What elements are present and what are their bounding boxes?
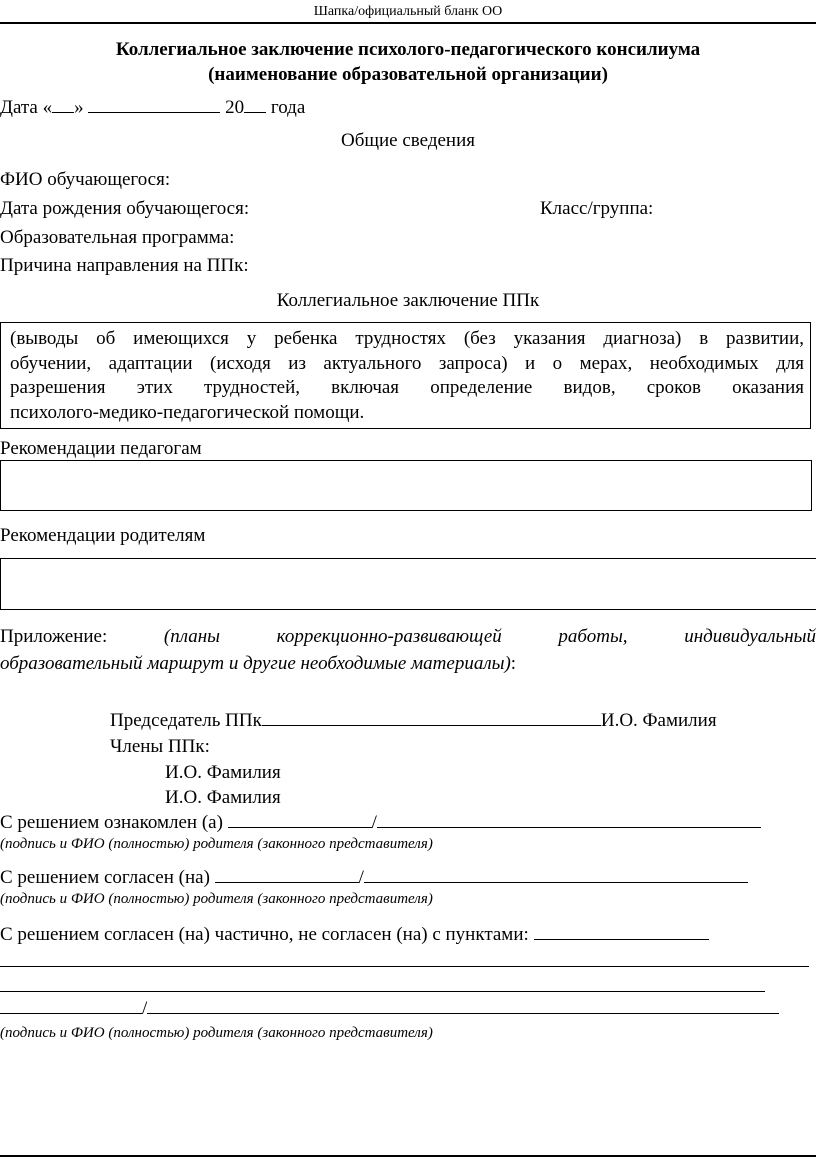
month-blank[interactable] [88, 96, 220, 113]
class-group-label: Класс/группа: [540, 198, 654, 219]
partial-line [0, 923, 709, 946]
partial-signature-line [0, 997, 779, 1020]
year-blank[interactable] [244, 96, 266, 113]
agreed-line [0, 866, 748, 889]
chair-name: И.О. Фамилия [600, 710, 717, 731]
appendix-line2 [0, 652, 516, 675]
teacher-recommendations-label: Рекомендации педагогам [0, 438, 202, 459]
appendix-line1 [0, 625, 816, 648]
agreed-label: С решением согласен (на) [0, 867, 210, 888]
acquainted-fio-blank[interactable] [377, 811, 761, 828]
member-name: И.О. Фамилия [165, 787, 281, 808]
date-year-prefix: 20 [220, 97, 245, 118]
appendix-label: Приложение: [0, 626, 108, 647]
date-line [0, 96, 305, 119]
members-label: Члены ППк: [110, 736, 210, 757]
agreed-note: (подпись и ФИО (полностью) родителя (законного представителя) [0, 891, 433, 907]
footer-rule [0, 1155, 816, 1157]
chair-signature-blank[interactable] [262, 709, 601, 726]
student-fio-label: ФИО обучающегося: [0, 169, 171, 190]
conclusion-text-line: обучении, адаптации (исходя из актуального запроса) и о мерах, необходимых для [10, 352, 804, 374]
doc-title-line2: (наименование образовательной организации) [208, 64, 608, 85]
partial-blank-line[interactable] [0, 991, 765, 992]
day-blank[interactable] [52, 96, 74, 113]
chair-label: Председатель ППк [110, 710, 262, 731]
conclusion-text-line: психолого-медико-педагогической помощи. [10, 401, 365, 423]
birth-date-label: Дата рождения обучающегося: [0, 198, 250, 219]
partial-label: С решением согласен (на) частично, не согласен (на) с пунктами: [0, 924, 529, 945]
conclusion-text-line: разрешения этих трудностей, включая определение видов, сроков оказания [10, 377, 804, 398]
partial-note: (подпись и ФИО (полностью) родителя (законного представителя) [0, 1025, 433, 1041]
acquainted-label: С решением ознакомлен (а) [0, 812, 223, 833]
appendix-colon: : [510, 653, 517, 674]
general-heading: Общие сведения [340, 130, 476, 151]
referral-reason-label: Причина направления на ППк: [0, 255, 249, 276]
appendix-note-line1: (планы коррекционно-развивающей работы, индивидуальный [163, 626, 816, 647]
appendix-note-line2: образовательный маршрут и другие необходимые материалы) [0, 653, 511, 674]
partial-fio-blank[interactable] [147, 997, 779, 1014]
acquainted-line [0, 811, 761, 834]
doc-title-line1: Коллегиальное заключение психолого-педагогического консилиума [115, 39, 701, 60]
chair-line [110, 709, 717, 732]
partial-points-blank[interactable] [534, 923, 709, 940]
conclusion-box[interactable] [0, 322, 811, 429]
parent-recommendations-label: Рекомендации родителям [0, 525, 206, 546]
slash: / [142, 998, 148, 1019]
date-mid: » [74, 97, 89, 118]
conclusion-heading: Коллегиальное заключение ППк [276, 290, 540, 311]
date-prefix: Дата « [0, 97, 53, 118]
parent-recommendations-box[interactable] [0, 558, 816, 610]
member-name: И.О. Фамилия [165, 762, 281, 783]
partial-blank-line[interactable] [0, 966, 809, 967]
agreed-signature-blank[interactable] [215, 866, 359, 883]
date-suffix: года [266, 97, 306, 118]
header-rule [0, 22, 816, 24]
partial-signature-blank[interactable] [0, 997, 142, 1014]
conclusion-text-line: (выводы об имеющихся у ребенка трудностях (без указания диагноза) в развитии, [10, 328, 804, 349]
slash: / [358, 867, 364, 888]
slash: / [371, 812, 377, 833]
acquainted-signature-blank[interactable] [228, 811, 372, 828]
agreed-fio-blank[interactable] [364, 866, 748, 883]
acquainted-note: (подпись и ФИО (полностью) родителя (законного представителя) [0, 836, 433, 852]
program-label: Образовательная программа: [0, 227, 235, 248]
teacher-recommendations-box[interactable] [0, 460, 812, 511]
header-text: Шапка/официальный бланк ОО [313, 4, 503, 19]
